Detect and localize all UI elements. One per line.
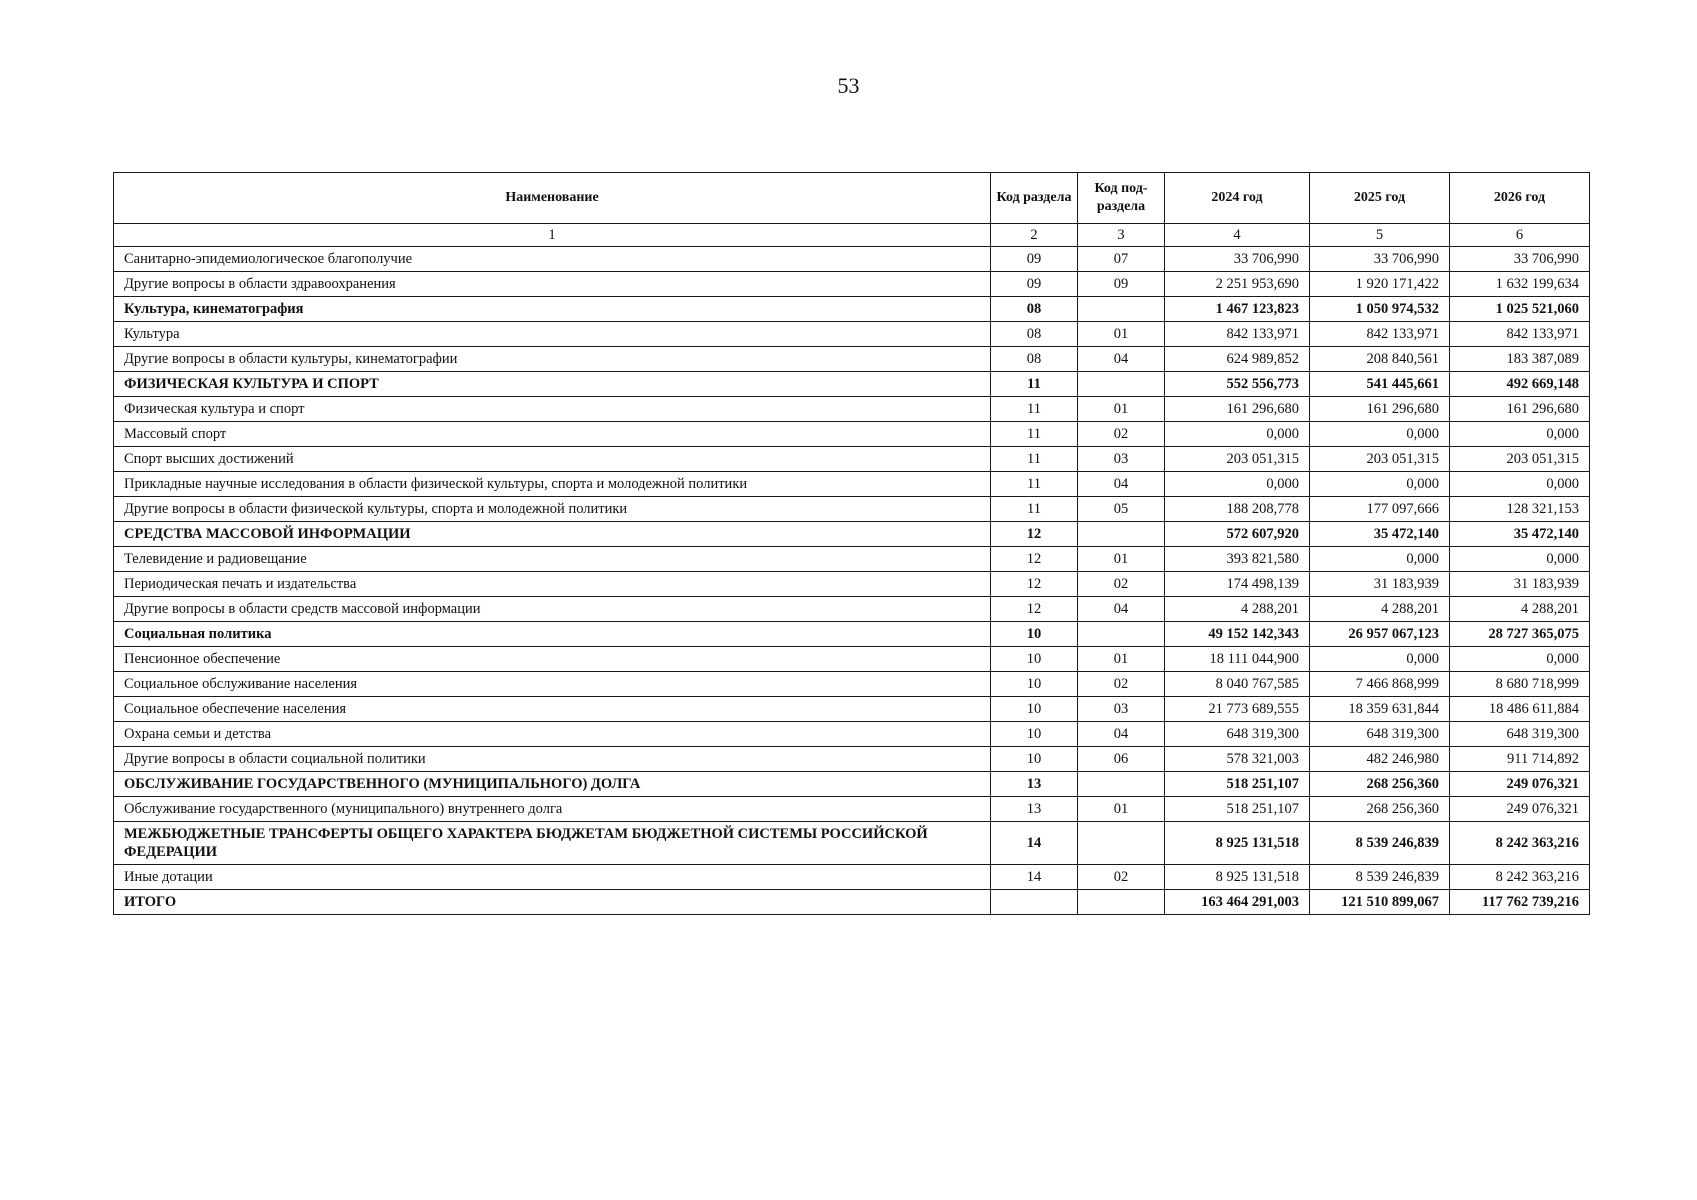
row-name: ОБСЛУЖИВАНИЕ ГОСУДАРСТВЕННОГО (МУНИЦИПАЛЬНОГО) ДОЛГА bbox=[114, 772, 991, 797]
row-name: Массовый спорт bbox=[114, 422, 991, 447]
row-value-2025: 121 510 899,067 bbox=[1310, 890, 1450, 915]
table-row bbox=[114, 672, 1590, 697]
row-value-2026: 1 632 199,634 bbox=[1450, 272, 1590, 297]
column-number: 6 bbox=[1450, 224, 1590, 247]
row-value-2025: 4 288,201 bbox=[1310, 597, 1450, 622]
table-row bbox=[114, 797, 1590, 822]
table-row bbox=[114, 697, 1590, 722]
row-value-2026: 842 133,971 bbox=[1450, 322, 1590, 347]
row-value-2026: 0,000 bbox=[1450, 472, 1590, 497]
row-subsection-code bbox=[1078, 297, 1165, 322]
row-name: Периодическая печать и издательства bbox=[114, 572, 991, 597]
row-subsection-code: 09 bbox=[1078, 272, 1165, 297]
row-section-code: 12 bbox=[991, 547, 1078, 572]
row-subsection-code bbox=[1078, 890, 1165, 915]
table-row bbox=[114, 822, 1590, 865]
row-value-2024: 174 498,139 bbox=[1165, 572, 1310, 597]
row-value-2024: 2 251 953,690 bbox=[1165, 272, 1310, 297]
row-value-2026: 1 025 521,060 bbox=[1450, 297, 1590, 322]
row-subsection-code: 01 bbox=[1078, 797, 1165, 822]
row-subsection-code bbox=[1078, 522, 1165, 547]
row-value-2024: 572 607,920 bbox=[1165, 522, 1310, 547]
row-value-2024: 0,000 bbox=[1165, 472, 1310, 497]
row-subsection-code bbox=[1078, 772, 1165, 797]
row-subsection-code: 02 bbox=[1078, 865, 1165, 890]
row-value-2024: 518 251,107 bbox=[1165, 772, 1310, 797]
row-section-code: 10 bbox=[991, 722, 1078, 747]
row-value-2024: 578 321,003 bbox=[1165, 747, 1310, 772]
row-value-2025: 18 359 631,844 bbox=[1310, 697, 1450, 722]
row-name: СРЕДСТВА МАССОВОЙ ИНФОРМАЦИИ bbox=[114, 522, 991, 547]
table-row bbox=[114, 472, 1590, 497]
header-year-2024: 2024 год bbox=[1165, 173, 1310, 224]
row-name: Другие вопросы в области культуры, кинематографии bbox=[114, 347, 991, 372]
table-row bbox=[114, 747, 1590, 772]
row-value-2025: 203 051,315 bbox=[1310, 447, 1450, 472]
row-value-2025: 482 246,980 bbox=[1310, 747, 1450, 772]
row-value-2026: 0,000 bbox=[1450, 547, 1590, 572]
row-section-code: 11 bbox=[991, 497, 1078, 522]
table-row bbox=[114, 297, 1590, 322]
row-name: Санитарно-эпидемиологическое благополучие bbox=[114, 247, 991, 272]
row-value-2025: 1 050 974,532 bbox=[1310, 297, 1450, 322]
table-row bbox=[114, 347, 1590, 372]
row-name: ФИЗИЧЕСКАЯ КУЛЬТУРА И СПОРТ bbox=[114, 372, 991, 397]
row-value-2025: 35 472,140 bbox=[1310, 522, 1450, 547]
budget-table bbox=[113, 172, 1590, 915]
row-value-2025: 31 183,939 bbox=[1310, 572, 1450, 597]
row-name: Социальное обслуживание населения bbox=[114, 672, 991, 697]
row-value-2024: 188 208,778 bbox=[1165, 497, 1310, 522]
page-number: 53 bbox=[837, 73, 860, 98]
row-value-2025: 0,000 bbox=[1310, 547, 1450, 572]
row-section-code: 10 bbox=[991, 672, 1078, 697]
row-name: Социальная политика bbox=[114, 622, 991, 647]
table-row bbox=[114, 622, 1590, 647]
row-section-code: 10 bbox=[991, 647, 1078, 672]
row-subsection-code bbox=[1078, 822, 1165, 865]
row-value-2026: 117 762 739,216 bbox=[1450, 890, 1590, 915]
row-name: Прикладные научные исследования в области физической культуры, спорта и молодежной политики bbox=[114, 472, 991, 497]
row-section-code: 11 bbox=[991, 447, 1078, 472]
row-value-2025: 1 920 171,422 bbox=[1310, 272, 1450, 297]
row-name: Другие вопросы в области социальной политики bbox=[114, 747, 991, 772]
row-value-2024: 18 111 044,900 bbox=[1165, 647, 1310, 672]
row-name: ИТОГО bbox=[114, 890, 991, 915]
row-value-2025: 8 539 246,839 bbox=[1310, 865, 1450, 890]
row-subsection-code: 04 bbox=[1078, 722, 1165, 747]
row-value-2024: 163 464 291,003 bbox=[1165, 890, 1310, 915]
row-subsection-code: 02 bbox=[1078, 572, 1165, 597]
row-value-2026: 249 076,321 bbox=[1450, 797, 1590, 822]
row-value-2026: 35 472,140 bbox=[1450, 522, 1590, 547]
row-section-code: 11 bbox=[991, 422, 1078, 447]
row-subsection-code bbox=[1078, 622, 1165, 647]
header-year-2025: 2025 год bbox=[1310, 173, 1450, 224]
row-value-2026: 492 669,148 bbox=[1450, 372, 1590, 397]
row-section-code: 08 bbox=[991, 322, 1078, 347]
row-subsection-code: 05 bbox=[1078, 497, 1165, 522]
table-row bbox=[114, 722, 1590, 747]
row-value-2026: 31 183,939 bbox=[1450, 572, 1590, 597]
table-row bbox=[114, 522, 1590, 547]
row-section-code: 09 bbox=[991, 247, 1078, 272]
row-subsection-code bbox=[1078, 372, 1165, 397]
table-row bbox=[114, 890, 1590, 915]
table-row bbox=[114, 547, 1590, 572]
table-row bbox=[114, 372, 1590, 397]
column-number: 1 bbox=[114, 224, 991, 247]
row-name: Иные дотации bbox=[114, 865, 991, 890]
column-number-row bbox=[114, 224, 1590, 247]
row-value-2024: 203 051,315 bbox=[1165, 447, 1310, 472]
row-name: Культура, кинематография bbox=[114, 297, 991, 322]
table-row bbox=[114, 447, 1590, 472]
row-value-2026: 28 727 365,075 bbox=[1450, 622, 1590, 647]
table-row bbox=[114, 247, 1590, 272]
row-name: Другие вопросы в области средств массовой информации bbox=[114, 597, 991, 622]
row-value-2026: 4 288,201 bbox=[1450, 597, 1590, 622]
row-value-2024: 8 925 131,518 bbox=[1165, 822, 1310, 865]
row-value-2026: 8 680 718,999 bbox=[1450, 672, 1590, 697]
table-header-row bbox=[114, 173, 1590, 224]
table-row bbox=[114, 597, 1590, 622]
row-section-code bbox=[991, 890, 1078, 915]
table-row bbox=[114, 572, 1590, 597]
row-section-code: 10 bbox=[991, 747, 1078, 772]
row-value-2025: 842 133,971 bbox=[1310, 322, 1450, 347]
row-value-2026: 161 296,680 bbox=[1450, 397, 1590, 422]
row-value-2025: 0,000 bbox=[1310, 647, 1450, 672]
row-name: Телевидение и радиовещание bbox=[114, 547, 991, 572]
row-section-code: 10 bbox=[991, 697, 1078, 722]
row-value-2026: 183 387,089 bbox=[1450, 347, 1590, 372]
row-section-code: 08 bbox=[991, 347, 1078, 372]
row-value-2026: 128 321,153 bbox=[1450, 497, 1590, 522]
row-section-code: 12 bbox=[991, 597, 1078, 622]
row-value-2025: 268 256,360 bbox=[1310, 772, 1450, 797]
row-name: Другие вопросы в области физической культуры, спорта и молодежной политики bbox=[114, 497, 991, 522]
row-subsection-code: 01 bbox=[1078, 647, 1165, 672]
row-subsection-code: 03 bbox=[1078, 447, 1165, 472]
row-value-2024: 8 925 131,518 bbox=[1165, 865, 1310, 890]
table-body bbox=[114, 247, 1590, 915]
row-section-code: 12 bbox=[991, 522, 1078, 547]
row-section-code: 11 bbox=[991, 397, 1078, 422]
column-number: 4 bbox=[1165, 224, 1310, 247]
column-number: 2 bbox=[991, 224, 1078, 247]
row-value-2026: 0,000 bbox=[1450, 647, 1590, 672]
row-name: Обслуживание государственного (муниципального) внутреннего долга bbox=[114, 797, 991, 822]
row-value-2024: 49 152 142,343 bbox=[1165, 622, 1310, 647]
row-value-2026: 18 486 611,884 bbox=[1450, 697, 1590, 722]
table-row bbox=[114, 647, 1590, 672]
row-value-2024: 0,000 bbox=[1165, 422, 1310, 447]
row-subsection-code: 03 bbox=[1078, 697, 1165, 722]
row-value-2026: 648 319,300 bbox=[1450, 722, 1590, 747]
row-value-2026: 33 706,990 bbox=[1450, 247, 1590, 272]
row-section-code: 10 bbox=[991, 622, 1078, 647]
table-row bbox=[114, 772, 1590, 797]
header-year-2026: 2026 год bbox=[1450, 173, 1590, 224]
row-value-2025: 0,000 bbox=[1310, 472, 1450, 497]
row-name: Социальное обеспечение населения bbox=[114, 697, 991, 722]
row-value-2024: 4 288,201 bbox=[1165, 597, 1310, 622]
row-value-2025: 8 539 246,839 bbox=[1310, 822, 1450, 865]
column-number: 3 bbox=[1078, 224, 1165, 247]
row-value-2025: 208 840,561 bbox=[1310, 347, 1450, 372]
header-name: Наименование bbox=[114, 173, 991, 224]
row-value-2024: 552 556,773 bbox=[1165, 372, 1310, 397]
row-value-2024: 393 821,580 bbox=[1165, 547, 1310, 572]
row-subsection-code: 04 bbox=[1078, 597, 1165, 622]
row-name: МЕЖБЮДЖЕТНЫЕ ТРАНСФЕРТЫ ОБЩЕГО ХАРАКТЕРА БЮДЖЕТАМ БЮДЖЕТНОЙ СИСТЕМЫ РОССИЙСКОЙ ФЕДЕРАЦИИ bbox=[114, 822, 991, 865]
row-value-2025: 26 957 067,123 bbox=[1310, 622, 1450, 647]
row-value-2026: 0,000 bbox=[1450, 422, 1590, 447]
row-section-code: 13 bbox=[991, 772, 1078, 797]
row-section-code: 12 bbox=[991, 572, 1078, 597]
row-subsection-code: 01 bbox=[1078, 322, 1165, 347]
row-section-code: 11 bbox=[991, 372, 1078, 397]
row-section-code: 09 bbox=[991, 272, 1078, 297]
row-value-2025: 541 445,661 bbox=[1310, 372, 1450, 397]
row-name: Охрана семьи и детства bbox=[114, 722, 991, 747]
row-value-2025: 648 319,300 bbox=[1310, 722, 1450, 747]
row-value-2024: 161 296,680 bbox=[1165, 397, 1310, 422]
row-value-2024: 8 040 767,585 bbox=[1165, 672, 1310, 697]
row-value-2024: 842 133,971 bbox=[1165, 322, 1310, 347]
table-row bbox=[114, 865, 1590, 890]
row-section-code: 11 bbox=[991, 472, 1078, 497]
row-value-2025: 268 256,360 bbox=[1310, 797, 1450, 822]
row-value-2024: 518 251,107 bbox=[1165, 797, 1310, 822]
header-subsection-code: Код под-раздела bbox=[1078, 173, 1165, 224]
row-subsection-code: 07 bbox=[1078, 247, 1165, 272]
table-row bbox=[114, 422, 1590, 447]
table-row bbox=[114, 322, 1590, 347]
row-subsection-code: 02 bbox=[1078, 672, 1165, 697]
row-value-2026: 911 714,892 bbox=[1450, 747, 1590, 772]
row-subsection-code: 01 bbox=[1078, 397, 1165, 422]
row-value-2026: 8 242 363,216 bbox=[1450, 822, 1590, 865]
row-name: Спорт высших достижений bbox=[114, 447, 991, 472]
row-value-2024: 33 706,990 bbox=[1165, 247, 1310, 272]
header-section-code: Код раздела bbox=[991, 173, 1078, 224]
row-subsection-code: 01 bbox=[1078, 547, 1165, 572]
row-subsection-code: 04 bbox=[1078, 347, 1165, 372]
row-section-code: 14 bbox=[991, 822, 1078, 865]
row-value-2025: 177 097,666 bbox=[1310, 497, 1450, 522]
row-section-code: 14 bbox=[991, 865, 1078, 890]
row-value-2025: 33 706,990 bbox=[1310, 247, 1450, 272]
row-name: Физическая культура и спорт bbox=[114, 397, 991, 422]
row-name: Другие вопросы в области здравоохранения bbox=[114, 272, 991, 297]
row-value-2026: 203 051,315 bbox=[1450, 447, 1590, 472]
row-value-2025: 0,000 bbox=[1310, 422, 1450, 447]
row-value-2024: 1 467 123,823 bbox=[1165, 297, 1310, 322]
table-row bbox=[114, 397, 1590, 422]
row-section-code: 13 bbox=[991, 797, 1078, 822]
row-value-2025: 7 466 868,999 bbox=[1310, 672, 1450, 697]
row-section-code: 08 bbox=[991, 297, 1078, 322]
row-name: Культура bbox=[114, 322, 991, 347]
row-value-2026: 8 242 363,216 bbox=[1450, 865, 1590, 890]
column-number: 5 bbox=[1310, 224, 1450, 247]
row-value-2024: 624 989,852 bbox=[1165, 347, 1310, 372]
row-subsection-code: 06 bbox=[1078, 747, 1165, 772]
row-subsection-code: 04 bbox=[1078, 472, 1165, 497]
row-value-2026: 249 076,321 bbox=[1450, 772, 1590, 797]
row-subsection-code: 02 bbox=[1078, 422, 1165, 447]
row-value-2024: 648 319,300 bbox=[1165, 722, 1310, 747]
table-row bbox=[114, 497, 1590, 522]
row-value-2025: 161 296,680 bbox=[1310, 397, 1450, 422]
row-name: Пенсионное обеспечение bbox=[114, 647, 991, 672]
table-row bbox=[114, 272, 1590, 297]
row-value-2024: 21 773 689,555 bbox=[1165, 697, 1310, 722]
